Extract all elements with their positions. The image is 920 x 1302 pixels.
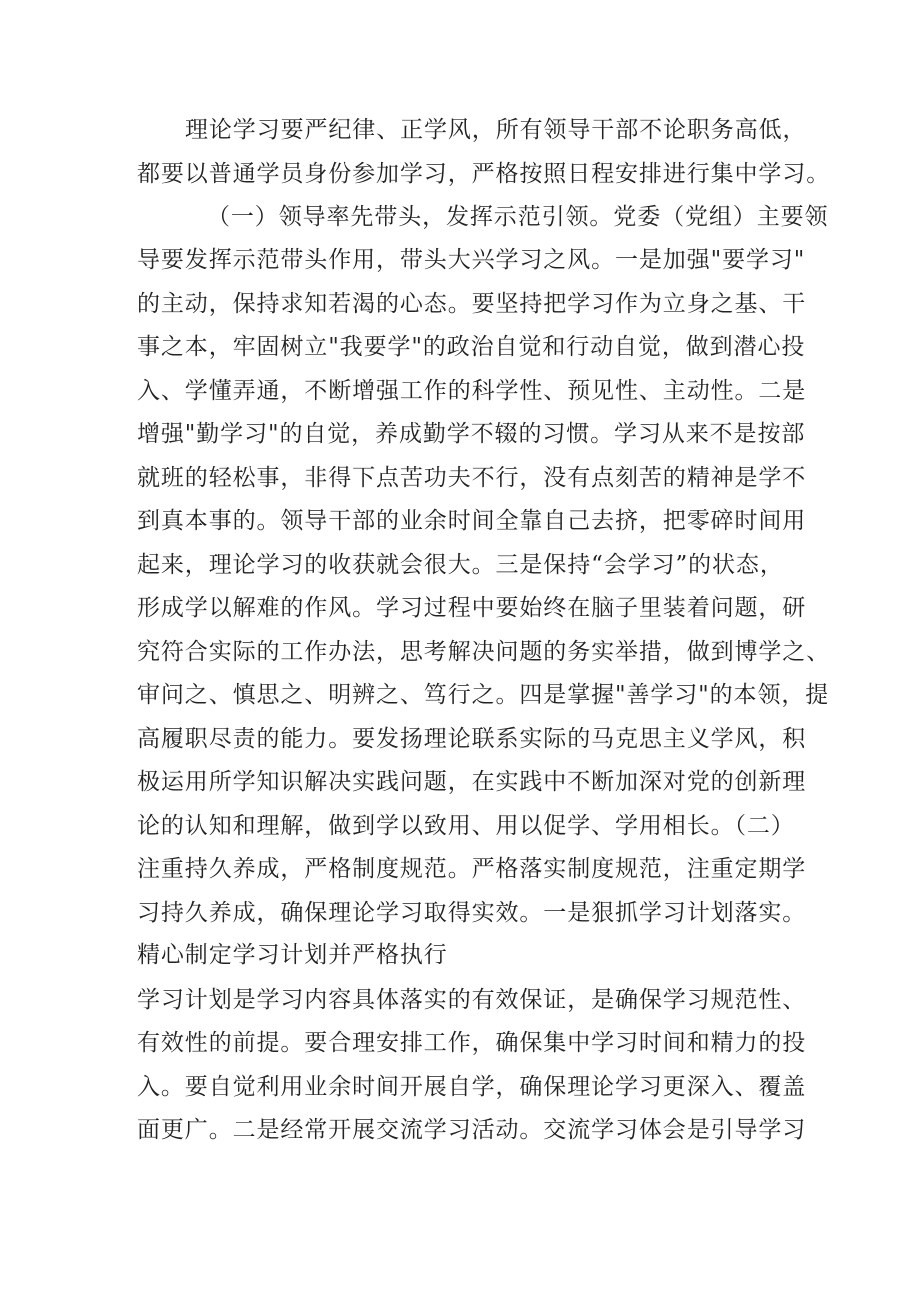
- text-line: 高履职尽责的能力。要发扬理论联系实际的马克思主义学风，积: [137, 726, 807, 752]
- text-line: 审问之、慎思之、明辨之、笃行之。四是掌握"善学习"的本领，提: [137, 682, 830, 708]
- text-line: 论的认知和理解，做到学以致用、用以促学、学用相长。（二）: [137, 813, 795, 839]
- text-line: 习持久养成，确保理论学习取得实效。一是狠抓学习计划落实。: [137, 900, 807, 926]
- text-line: 起来，理论学习的收获就会很大。三是保持“会学习”的状态，: [137, 552, 784, 578]
- text-line: 注重持久养成，严格制度规范。严格落实制度规范，注重定期学: [137, 856, 807, 882]
- text-line: 入、学懂弄通，不断增强工作的科学性、预见性、主动性。二是: [137, 378, 807, 404]
- text-line: 究符合实际的工作办法，思考解决问题的务实举措，做到博学之、: [137, 639, 831, 665]
- text-line: 学习计划是学习内容具体落实的有效保证，是确保学习规范性、: [137, 987, 807, 1013]
- text-line: 入。要自觉利用业余时间开展自学，确保理论学习更深入、覆盖: [137, 1074, 807, 1100]
- text-line: 形成学以解难的作风。学习过程中要始终在脑子里装着问题，研: [137, 595, 807, 621]
- text-line: 的主动，保持求知若渴的心态。要坚持把学习作为立身之基、干: [137, 291, 807, 317]
- text-line: 精心制定学习计划并严格执行: [137, 942, 448, 968]
- text-line: 到真本事的。领导干部的业余时间全靠自己去挤，把零碎时间用: [137, 508, 807, 534]
- text-line: 面更广。二是经常开展交流学习活动。交流学习体会是引导学习: [137, 1117, 807, 1143]
- text-line: 理论学习要严纪律、正学风，所有领导干部不论职务高低，: [185, 117, 807, 143]
- text-line: 有效性的前提。要合理安排工作，确保集中学习时间和精力的投: [137, 1030, 807, 1056]
- text-line: 就班的轻松事，非得下点苦功夫不行，没有点刻苦的精神是学不: [137, 465, 807, 491]
- text-line: 事之本，牢固树立"我要学"的政治自觉和行动自觉，做到潜心投: [137, 334, 806, 360]
- text-line: 都要以普通学员身份参加学习，严格按照日程安排进行集中学习。: [137, 161, 831, 187]
- text-line: 增强"勤学习"的自觉，养成勤学不辍的习惯。学习从来不是按部: [137, 421, 806, 447]
- text-line: 导要发挥示范带头作用，带头大兴学习之风。一是加强"要学习": [137, 247, 806, 273]
- text-line: 极运用所学知识解决实践问题，在实践中不断加深对党的创新理: [137, 769, 807, 795]
- text-line: （一）领导率先带头，发挥示范引领。党委（党组）主要领: [207, 204, 829, 230]
